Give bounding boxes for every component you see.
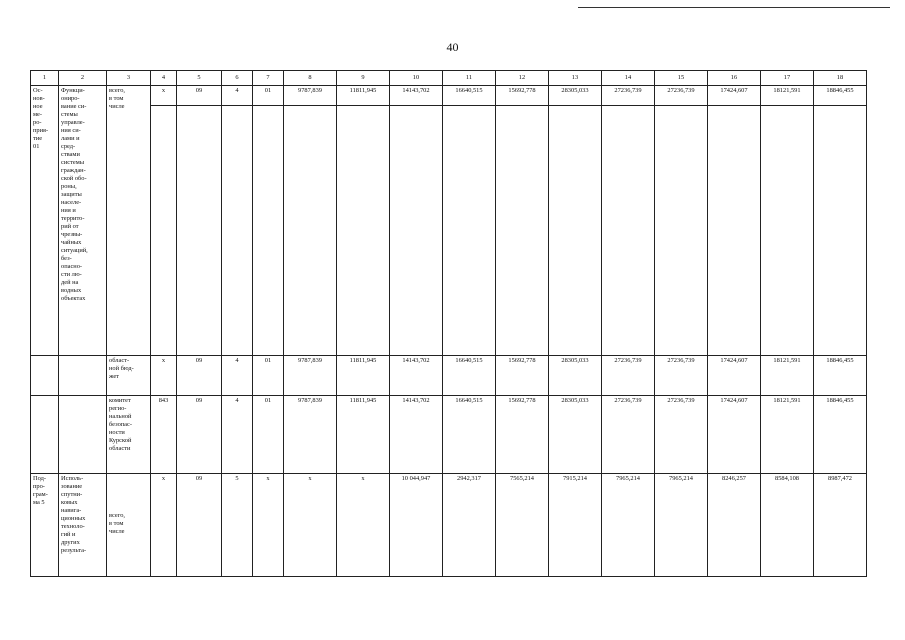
cell-value: 28305,033: [561, 357, 589, 364]
value-cell: [443, 86, 496, 356]
text-cell: [59, 396, 107, 474]
cell-value: 4: [235, 397, 239, 404]
inner-rule: [761, 105, 813, 106]
cell-value: 09: [195, 475, 203, 482]
inner-rule: [549, 105, 601, 106]
value-cell: [390, 396, 443, 474]
value-cell: [177, 474, 222, 577]
cell-value: 15692,778: [508, 397, 536, 404]
cell-value: 8246,257: [722, 475, 746, 482]
cell-value: 14143,702: [402, 357, 430, 364]
header-cell: 15: [655, 71, 708, 86]
cell-value: 11811,945: [349, 357, 377, 364]
header-cell: 9: [337, 71, 390, 86]
cell-value: 27236,739: [614, 397, 642, 404]
value-cell: [253, 474, 284, 577]
cell-value: 2942,317: [457, 475, 481, 482]
value-cell: [337, 86, 390, 356]
cell-value: 18846,455: [826, 87, 854, 94]
text-cell: [59, 356, 107, 396]
value-cell: [443, 396, 496, 474]
inner-rule: [814, 105, 866, 106]
text-cell: комитет регио- нальной безопас- ности Курской области: [107, 396, 151, 474]
cell-value: 27236,739: [614, 357, 642, 364]
value-cell: [177, 396, 222, 474]
header-cell: 11: [443, 71, 496, 86]
value-cell: [253, 396, 284, 474]
value-cell: [284, 474, 337, 577]
inner-rule: [151, 105, 176, 106]
header-row: [31, 71, 867, 86]
header-cell: 12: [496, 71, 549, 86]
value-cell: [443, 474, 496, 577]
page-number: 40: [446, 40, 459, 54]
value-cell: [814, 474, 867, 577]
value-cell: [284, 356, 337, 396]
cell-value: 27236,739: [667, 397, 695, 404]
text-cell: [31, 396, 59, 474]
header-cell: 5: [177, 71, 222, 86]
value-cell: [549, 356, 602, 396]
text-cell: [31, 356, 59, 396]
cell-value: 15692,778: [508, 357, 536, 364]
value-cell: [814, 86, 867, 356]
value-cell: [222, 474, 253, 577]
inner-rule: [496, 105, 548, 106]
cell-value: 28305,033: [561, 87, 589, 94]
cell-value: 16640,515: [455, 397, 483, 404]
value-cell: [655, 86, 708, 356]
inner-rule: [443, 105, 495, 106]
cell-value: 5: [235, 475, 239, 482]
cell-value: 4: [235, 357, 239, 364]
value-cell: [496, 474, 549, 577]
value-cell: [549, 474, 602, 577]
text-cell: всего, в том числе: [107, 86, 151, 356]
value-cell: [284, 396, 337, 474]
inner-rule: [222, 105, 252, 106]
cell-value: 8987,472: [828, 475, 852, 482]
cell-value: 27236,739: [667, 87, 695, 94]
cell-value: 4: [235, 87, 239, 94]
table-row: [31, 356, 867, 396]
cell-value: 17424,607: [720, 87, 748, 94]
value-cell: [151, 86, 177, 356]
cell-value: x: [308, 475, 312, 482]
text-cell: област- ной бюд- жет: [107, 356, 151, 396]
value-cell: [151, 356, 177, 396]
value-cell: [549, 86, 602, 356]
value-cell: [708, 86, 761, 356]
value-cell: [443, 356, 496, 396]
cell-value: 18121,591: [773, 397, 801, 404]
value-cell: [602, 86, 655, 356]
value-cell: [222, 86, 253, 356]
cell-value: 17424,607: [720, 397, 748, 404]
cell-value: x: [161, 87, 166, 94]
value-cell: [602, 396, 655, 474]
inner-rule: [284, 105, 336, 106]
value-cell: [151, 396, 177, 474]
value-cell: [761, 356, 814, 396]
header-cell: 18: [814, 71, 867, 86]
cell-value: 01: [264, 87, 272, 94]
value-cell: [390, 356, 443, 396]
table-row: [31, 396, 867, 474]
text-cell: всего, в том числе: [107, 474, 151, 577]
value-cell: [253, 86, 284, 356]
table-body: [31, 71, 867, 577]
value-cell: [655, 396, 708, 474]
value-cell: [337, 356, 390, 396]
text-cell: Функци- ониро- вание си- стемы управле- ния си- лами и сред- ствами системы граждан- ской обо- роны, защиты населе- ния и террито- рий от чрезвы- чайных ситуаций, без- опасно- сти лю- дей на водных объектах: [59, 86, 107, 356]
value-cell: [496, 396, 549, 474]
cell-value: 9787,839: [298, 357, 322, 364]
header-cell: 2: [59, 71, 107, 86]
header-cell: 4: [151, 71, 177, 86]
cell-value: 9787,839: [298, 397, 322, 404]
value-cell: [253, 356, 284, 396]
header-cell: 13: [549, 71, 602, 86]
table-row: [31, 86, 867, 356]
cell-value: 17424,607: [720, 357, 748, 364]
value-cell: [496, 356, 549, 396]
value-cell: [655, 474, 708, 577]
cell-value: 14143,702: [402, 397, 430, 404]
inner-rule: [602, 105, 654, 106]
value-cell: [337, 396, 390, 474]
value-cell: [390, 474, 443, 577]
value-cell: [708, 396, 761, 474]
value-cell: [284, 86, 337, 356]
cell-value: 27236,739: [667, 357, 695, 364]
value-cell: [814, 356, 867, 396]
value-cell: [761, 396, 814, 474]
value-cell: [761, 474, 814, 577]
cell-value: 09: [195, 87, 203, 94]
value-cell: [814, 396, 867, 474]
cell-value: 18121,591: [773, 357, 801, 364]
header-cell: 3: [107, 71, 151, 86]
value-cell: [337, 474, 390, 577]
cell-value: 27236,739: [614, 87, 642, 94]
value-cell: [177, 86, 222, 356]
header-cell: 7: [253, 71, 284, 86]
cell-value: 09: [195, 357, 203, 364]
text-cell: Исполь- зование спутни- ковых навига- ционных техноло- гий и других результа-: [59, 474, 107, 577]
cell-value: 7565,214: [510, 475, 534, 482]
header-cell: 1: [31, 71, 59, 86]
inner-rule: [253, 105, 283, 106]
cell-value: 09: [195, 397, 203, 404]
cell-value: 28305,033: [561, 397, 589, 404]
value-cell: [222, 396, 253, 474]
value-cell: [708, 356, 761, 396]
budget-table: [30, 70, 867, 577]
cell-value: 8584,108: [775, 475, 799, 482]
cell-value: x: [266, 475, 270, 482]
value-cell: [151, 474, 177, 577]
cell-value: 18846,455: [826, 357, 854, 364]
cell-value: 9787,839: [298, 87, 322, 94]
cell-value: 01: [264, 357, 272, 364]
cell-value: 7915,214: [563, 475, 587, 482]
value-cell: [496, 86, 549, 356]
value-cell: [602, 356, 655, 396]
cell-value: 15692,778: [508, 87, 536, 94]
cell-value: 10 044,947: [401, 475, 431, 482]
cell-value: 18846,455: [826, 397, 854, 404]
cell-value: 843: [158, 397, 169, 404]
cell-value: 16640,515: [455, 357, 483, 364]
cell-value: 14143,702: [402, 87, 430, 94]
header-cell: 8: [284, 71, 337, 86]
cell-value: 7965,214: [616, 475, 640, 482]
value-cell: [177, 356, 222, 396]
top-rule: [578, 7, 890, 8]
header-cell: 17: [761, 71, 814, 86]
value-cell: [761, 86, 814, 356]
cell-value: 16640,515: [455, 87, 483, 94]
cell-value: 18121,591: [773, 87, 801, 94]
header-cell: 6: [222, 71, 253, 86]
cell-value: x: [161, 357, 166, 364]
cell-value: x: [161, 475, 166, 482]
inner-rule: [337, 105, 389, 106]
cell-value: 11811,945: [349, 397, 377, 404]
text-cell: Под- про- грам- ма 5: [31, 474, 59, 577]
header-cell: 14: [602, 71, 655, 86]
text-cell: Ос- нов- ное ме- ро- прия- тие 01: [31, 86, 59, 356]
table-row: [31, 474, 867, 577]
inner-rule: [177, 105, 221, 106]
cell-value: 11811,945: [349, 87, 377, 94]
value-cell: [549, 396, 602, 474]
value-cell: [708, 474, 761, 577]
value-cell: [655, 356, 708, 396]
value-cell: [390, 86, 443, 356]
inner-rule: [708, 105, 760, 106]
inner-rule: [390, 105, 442, 106]
value-cell: [602, 474, 655, 577]
cell-value: 7965,214: [669, 475, 693, 482]
header-cell: 16: [708, 71, 761, 86]
cell-value: 01: [264, 397, 272, 404]
cell-value: x: [361, 475, 365, 482]
value-cell: [222, 356, 253, 396]
header-cell: 10: [390, 71, 443, 86]
inner-rule: [655, 105, 707, 106]
